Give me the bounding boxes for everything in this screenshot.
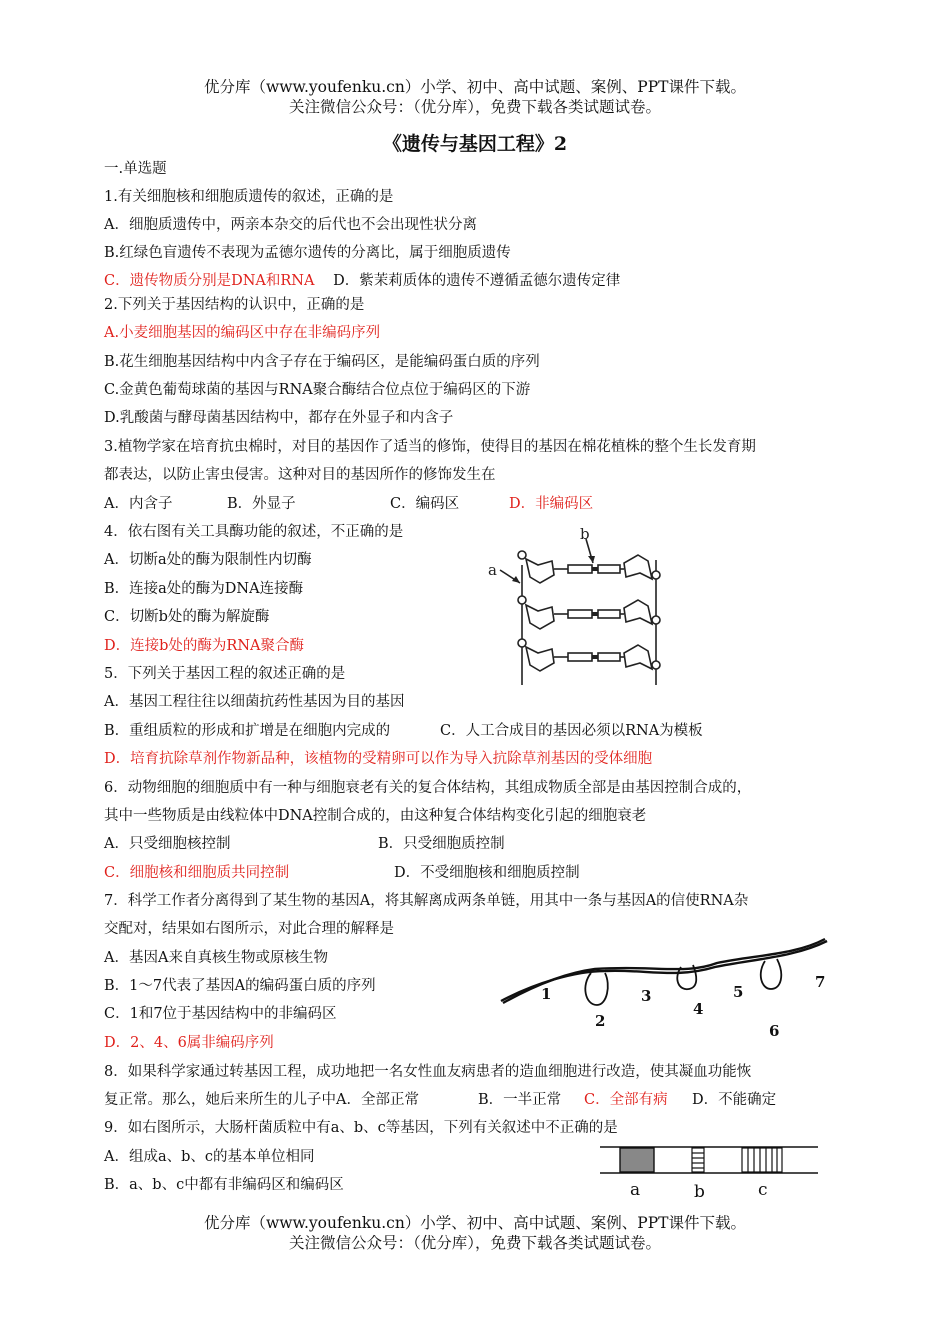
header-line-1: 优分库（www.youfenku.cn）小学、初中、高中试题、案例、PPT课件下载。 xyxy=(203,78,747,96)
q3-option-d-answer: D．非编码区 xyxy=(509,496,594,512)
q5-option-c: C．人工合成目的基因必须以RNA为模板 xyxy=(440,723,703,739)
fig-label-a: a xyxy=(488,561,497,579)
fig-label-6: 6 xyxy=(769,1022,780,1040)
q2-option-b: B.花生细胞基因结构中内含子存在于编码区，是能编码蛋白质的序列 xyxy=(104,354,540,370)
q7-option-d-answer: D．2、4、6属非编码序列 xyxy=(104,1035,274,1051)
q8-option-d: D．不能确定 xyxy=(692,1092,777,1108)
q3-stem-line-2: 都表达，以防止害虫侵害。这种对目的基因所作的修饰发生在 xyxy=(104,467,496,483)
q8-option-b: B．一半正常 xyxy=(478,1092,562,1108)
q9-option-b: B．a、b、c中都有非编码区和编码区 xyxy=(104,1177,344,1193)
section-heading: 一.单选题 xyxy=(104,161,167,177)
q6-option-a: A．只受细胞核控制 xyxy=(104,836,231,852)
q2-option-d: D.乳酸菌与酵母菌基因结构中，都存在外显子和内含子 xyxy=(104,410,454,426)
q6-options-ab xyxy=(104,834,604,854)
q6-option-c-answer: C．细胞核和细胞质共同控制 xyxy=(104,865,290,881)
q3-option-b: B．外显子 xyxy=(227,496,296,512)
q5-option-a: A．基因工程往往以细菌抗药性基因为目的基因 xyxy=(104,694,405,710)
q1-option-b: B.红绿色盲遗传不表现为孟德尔遗传的分离比，属于细胞质遗传 xyxy=(104,245,511,261)
q4-option-a: A．切断a处的酶为限制性内切酶 xyxy=(104,552,312,568)
q5-stem: 5．下列关于基因工程的叙述正确的是 xyxy=(104,666,346,682)
fig-label-7: 7 xyxy=(815,973,826,991)
q8-stem-line-1: 8．如果科学家通过转基因工程，成功地把一名女性血友病患者的造血细胞进行改造，使其凝血功能恢 xyxy=(104,1064,752,1080)
fig-label-1: 1 xyxy=(541,985,552,1003)
fig-label-b: b xyxy=(580,525,590,543)
q6-option-d: D．不受细胞核和细胞质控制 xyxy=(394,865,580,881)
fig-label-3: 3 xyxy=(641,987,652,1005)
dna-enzyme-figure xyxy=(478,525,688,690)
footer-line-2: 关注微信公众号：（优分库），免费下载各类试题试卷。 xyxy=(288,1234,661,1252)
q8-options xyxy=(104,1090,804,1110)
q5-options-bc xyxy=(104,721,764,741)
q8-option-c-answer: C．全部有病 xyxy=(584,1092,668,1108)
q5-option-b: B．重组质粒的形成和扩增是在细胞内完成的 xyxy=(104,723,391,739)
q6-stem-line-1: 6．动物细胞的细胞质中有一种与细胞衰老有关的复合体结构，其组成物质全部是由基因控制合成的， xyxy=(104,780,752,796)
fig-label-2: 2 xyxy=(595,1012,606,1030)
q1-stem: 1.有关细胞核和细胞质遗传的叙述，正确的是 xyxy=(104,189,394,205)
header-line-2: 关注微信公众号：（优分库），免费下载各类试题试卷。 xyxy=(288,98,661,116)
q4-option-b: B．连接a处的酶为DNA连接酶 xyxy=(104,581,304,597)
footer-line-1: 优分库（www.youfenku.cn）小学、初中、高中试题、案例、PPT课件下载。 xyxy=(203,1214,747,1232)
fig-label-5: 5 xyxy=(733,983,744,1001)
hybridization-figure xyxy=(495,935,835,1045)
q2-option-a-answer: A.小麦细胞基因的编码区中存在非编码序列 xyxy=(104,325,381,341)
q7-stem-line-2: 交配对，结果如右图所示，对此合理的解释是 xyxy=(104,921,394,937)
fig-label-c: c xyxy=(758,1180,768,1200)
q7-option-a: A．基因A来自真核生物或原核生物 xyxy=(104,950,328,966)
fig-label-4: 4 xyxy=(693,1000,704,1018)
q9-option-a: A．组成a、b、c的基本单位相同 xyxy=(104,1149,315,1165)
q6-option-b: B．只受细胞质控制 xyxy=(378,836,505,852)
q1-options-cd xyxy=(104,271,620,291)
fig-label-b: b xyxy=(694,1182,705,1201)
q7-stem-line-1: 7．科学工作者分离得到了某生物的基因A，将其解离成两条单链，用其中一条与基因A的信使RNA杂 xyxy=(104,893,749,909)
q6-options-cd xyxy=(104,863,644,883)
q4-stem: 4．依右图有关工具酶功能的叙述，不正确的是 xyxy=(104,524,404,540)
q3-option-c: C．编码区 xyxy=(390,496,460,512)
plasmid-gene-figure xyxy=(598,1143,820,1201)
q1-option-c-answer: C．遗传物质分别是DNA和RNA xyxy=(104,273,315,289)
q1-option-d: D．紫茉莉质体的遗传不遵循孟德尔遗传定律 xyxy=(333,273,621,289)
q9-stem: 9．如右图所示，大肠杆菌质粒中有a、b、c等基因，下列有关叙述中不正确的是 xyxy=(104,1120,618,1136)
q7-option-b: B．1～7代表了基因A的编码蛋白质的序列 xyxy=(104,978,376,994)
q2-stem: 2.下列关于基因结构的认识中，正确的是 xyxy=(104,297,365,313)
q1-option-a: A．细胞质遗传中，两亲本杂交的后代也不会出现性状分离 xyxy=(104,217,477,233)
q6-stem-line-2: 其中一些物质是由线粒体中DNA控制合成的，由这种复合体结构变化引起的细胞衰老 xyxy=(104,808,647,824)
q2-option-c: C.金黄色葡萄球菌的基因与RNA聚合酶结合位点位于编码区的下游 xyxy=(104,382,531,398)
q7-option-c: C．1和7位于基因结构中的非编码区 xyxy=(104,1006,337,1022)
q8-stem-and-option-a: 复正常。那么，她后来所生的儿子中A．全部正常 xyxy=(104,1092,419,1108)
q5-option-d-answer: D．培育抗除草剂作物新品种，该植物的受精卵可以作为导入抗除草剂基因的受体细胞 xyxy=(104,751,653,767)
q4-option-d-answer: D．连接b处的酶为RNA聚合酶 xyxy=(104,638,304,654)
fig-label-a: a xyxy=(630,1180,641,1200)
q4-option-c: C．切断b处的酶为解旋酶 xyxy=(104,609,270,625)
q3-options xyxy=(104,494,664,514)
page-title: 《遗传与基因工程》2 xyxy=(382,133,568,155)
q3-stem-line-1: 3.植物学家在培育抗虫棉时，对目的基因作了适当的修饰，使得目的基因在棉花植株的整个生长发育期 xyxy=(104,439,756,455)
q3-option-a: A．内含子 xyxy=(104,496,173,512)
fig-labels-group xyxy=(541,973,825,1040)
